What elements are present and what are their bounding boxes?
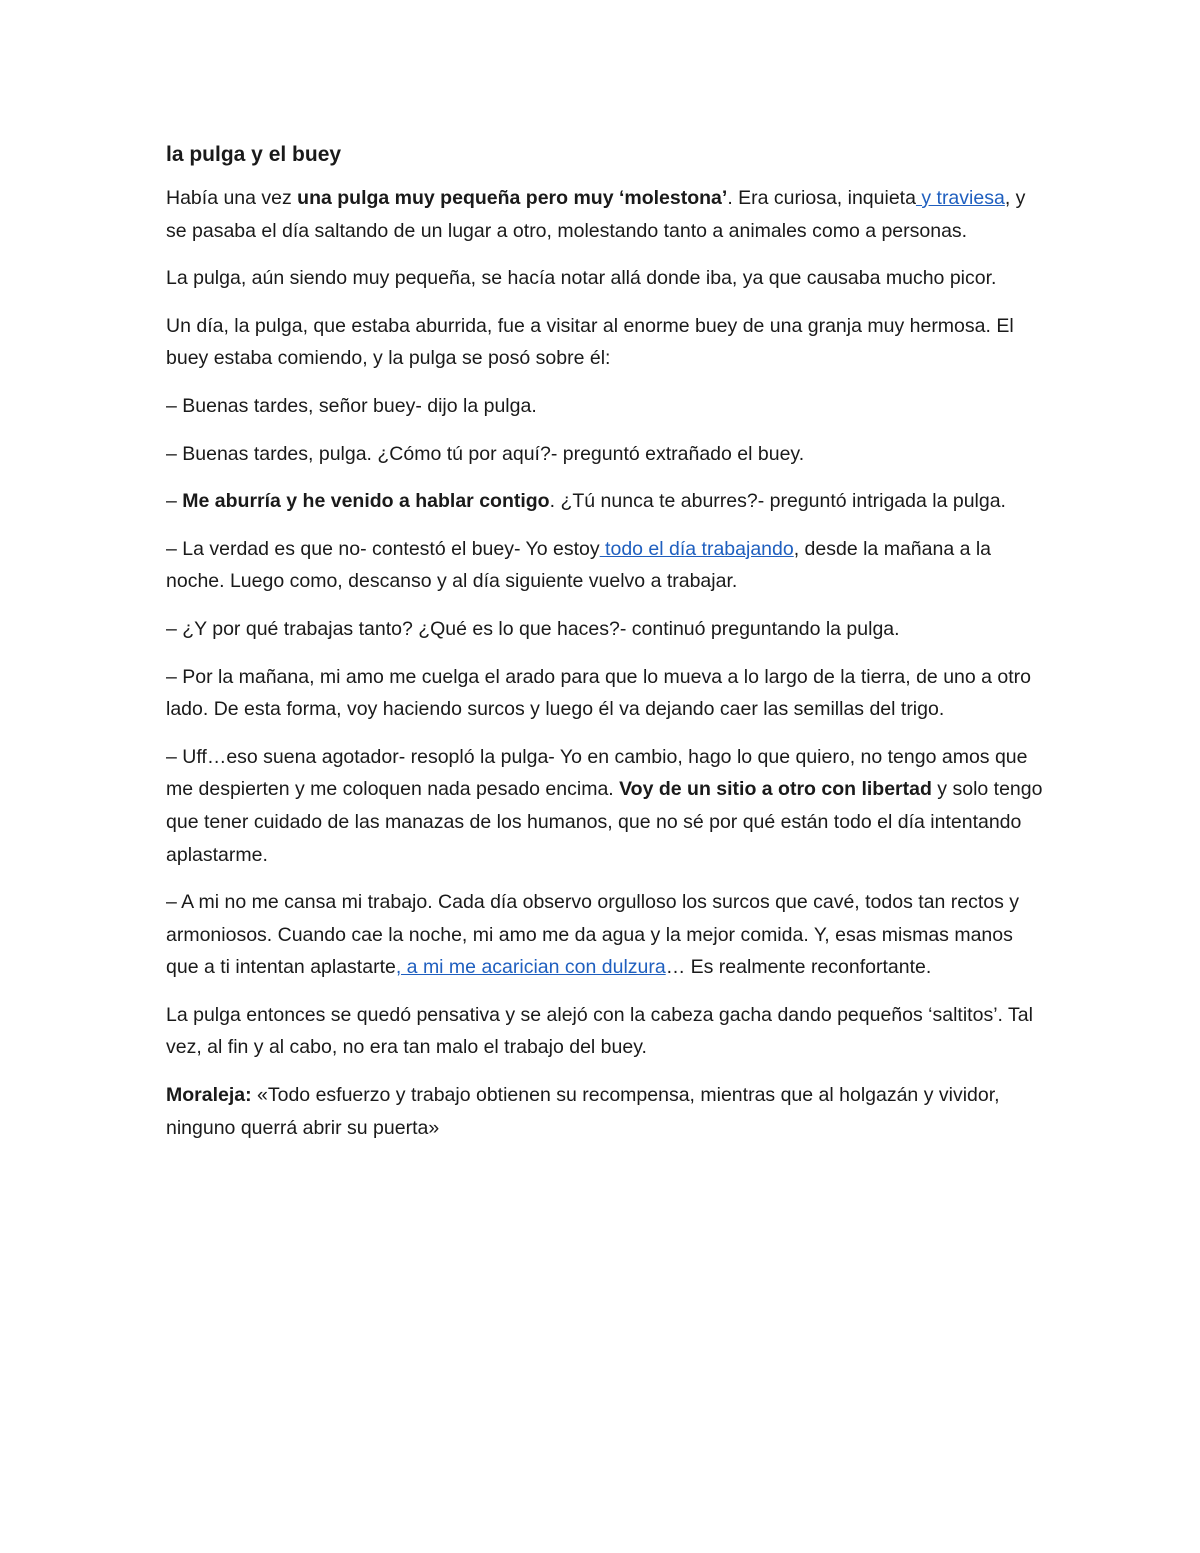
p11-text-a: – A mi no me cansa mi trabajo. Cada día observo orgulloso los surcos que cavé, todos tan rectos y armoniosos. Cuando cae la noche, mi amo me da agua y la mejor comida. Y, esas mismas manos que a ti intentan aplastarte [166,891,1020,979]
p7-text-b: , desde la mañana a la noche. Luego como, descanso y al día siguiente vuelvo a trabajar. [166,537,992,593]
paragraph-6 [166,485,1046,518]
p10-bold: Voy de un sitio a otro con libertad [619,778,932,801]
paragraph-moraleja [166,1079,1046,1144]
p6-text-c: . ¿Tú nunca te aburres?- preguntó intrigada la pulga. [549,490,1006,513]
p1-bold: una pulga muy pequeña pero muy ‘molestona’ [297,187,728,209]
p6-bold: Me aburría y he venido a hablar contigo [182,490,550,513]
document-page [166,138,1046,1159]
paragraph-3: Un día, la pulga, que estaba aburrida, fue a visitar al enorme buey de una granja muy hermosa. El buey estaba comiendo, y la pulga se posó sobre él: [166,314,1014,370]
link-todo-el-dia-trabajando[interactable]: todo el día trabajando [599,537,794,560]
moraleja-label: Moraleja: [166,1084,252,1107]
p1-text-c: . Era curiosa, inquieta [727,187,916,209]
p1-text-d: , y se pasaba el día saltando de un lugar a otro, molestando tanto a animales como a personas. [166,187,1026,242]
p11-text-b: … Es realmente reconfortante. [665,956,932,979]
link-a-mi-me-acarician[interactable]: , a mi me acarician con dulzura [395,956,666,979]
paragraph-10 [166,741,1046,871]
paragraph-12: La pulga entonces se quedó pensativa y se alejó con la cabeza gacha dando pequeños ‘saltitos’. Tal vez, al fin y al cabo, no era tan malo el trabajo del buey. [166,1003,1033,1059]
paragraph-1 [166,182,1046,247]
paragraph-4: – Buenas tardes, señor buey- dijo la pulga. [166,394,537,417]
p10-text-a: – Uff…eso suena agotador- resopló la pulga- Yo en cambio, hago lo que quiero, no tengo amos que me despierten y me coloquen nada pesado encima. [166,745,1028,801]
paragraph-9: – Por la mañana, mi amo me cuelga el arado para que lo mueva a lo largo de la tierra, de uno a otro lado. De esta forma, voy haciendo surcos y luego él va dejando caer las semillas del trigo. [166,665,1032,721]
moraleja-text: «Todo esfuerzo y trabajo obtienen su recompensa, mientras que al holgazán y vividor, ninguno querrá abrir su puerta» [166,1084,1000,1139]
p7-text-a: – La verdad es que no- contestó el buey- Yo estoy [166,537,600,560]
p6-text-a: – [166,490,183,513]
document-title: la pulga y el buey [166,143,342,166]
paragraph-8: – ¿Y por qué trabajas tanto? ¿Qué es lo que haces?- continuó preguntando la pulga. [166,617,900,640]
link-y-traviesa[interactable]: y traviesa [915,187,1005,209]
paragraph-7 [166,533,1046,598]
paragraph-5: – Buenas tardes, pulga. ¿Cómo tú por aquí?- preguntó extrañado el buey. [166,442,805,465]
p1-text-a: Había una vez [166,187,298,209]
paragraph-2: La pulga, aún siendo muy pequeña, se hacía notar allá donde iba, ya que causaba mucho picor. [166,267,997,290]
p10-text-c: y solo tengo que tener cuidado de las manazas de los humanos, que no sé por qué están todo el día intentando aplastarme. [166,778,1043,866]
paragraph-11 [166,886,1046,984]
